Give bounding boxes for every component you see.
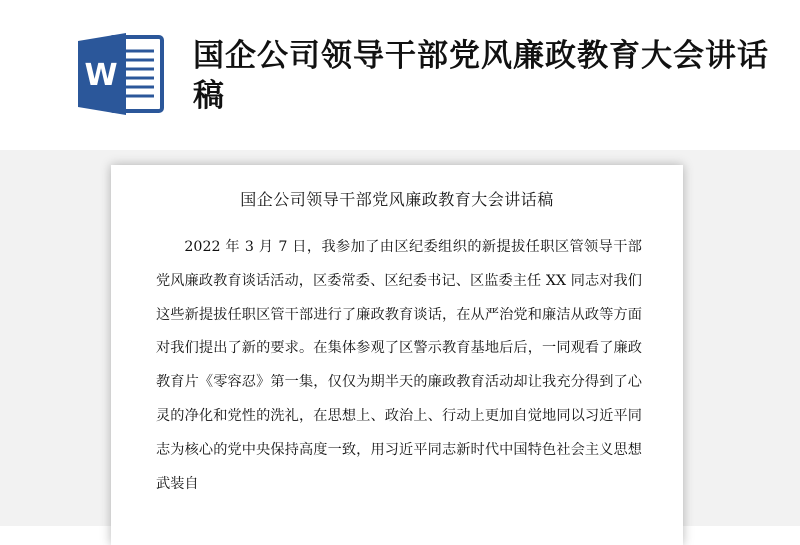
word-icon-letter: W: [84, 58, 118, 93]
word-icon: [76, 31, 166, 117]
header: [0, 0, 800, 150]
document-page: [111, 165, 683, 545]
document-paragraph: 2022 年 3 月 7 日，我参加了由区纪委组织的新提拔任职区管领导干部党风廉政教育谈话活动，区委常委、区纪委书记、区监委主任 XX 同志对我们这些新提拔任职区管干部进行了廉政教育谈话，在从严治党和廉洁从政等方面对我们提出了新的要求。在集体参观了区警示教育基地后后，一同观看了廉政教育片《零容忍》第一集，仅仅为期半天的廉政教育活动却让我充分得到了心灵的净化和党性的洗礼，在思想上、政治上、行动上更加自觉地同以习近平同志为核心的党中央保持高度一致，用习近平同志新时代中国特色社会主义思想武装自: [156, 239, 642, 492]
header-title: 国企公司领导干部党风廉政教育大会讲话稿: [193, 38, 769, 114]
document-title: 国企公司领导干部党风廉政教育大会讲话稿: [240, 190, 554, 209]
